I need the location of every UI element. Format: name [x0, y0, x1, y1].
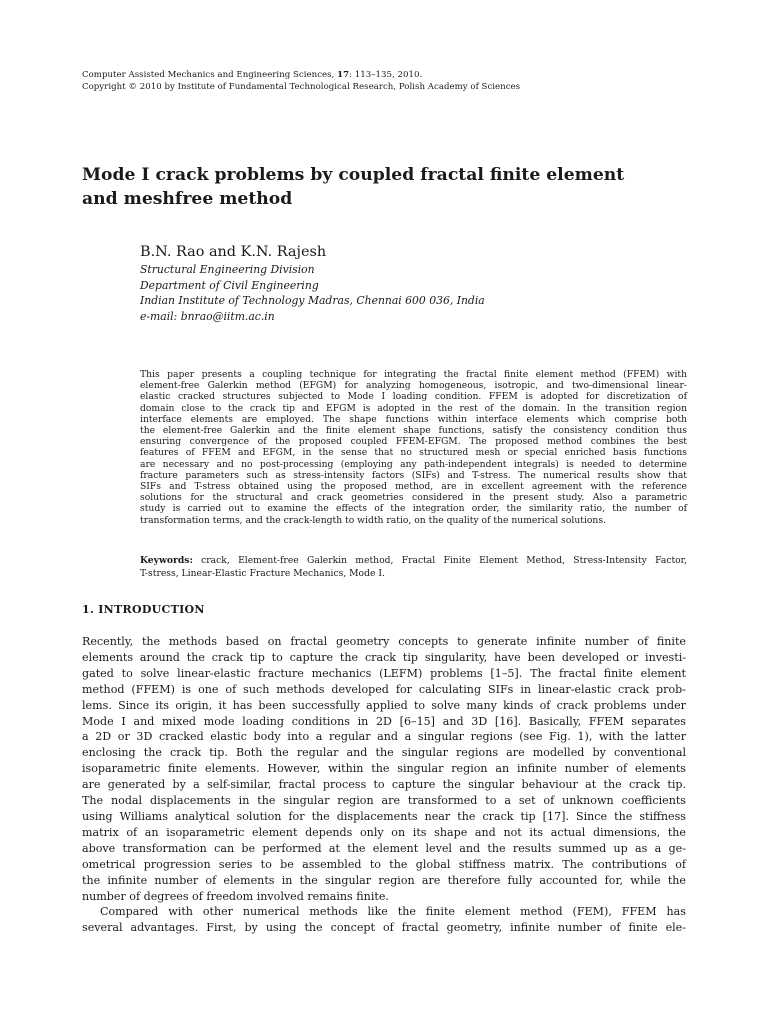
body-line: number of degrees of freedom involved remains finite.	[82, 889, 389, 903]
body-text	[82, 634, 686, 936]
journal-copyright: Copyright © 2010 by Institute of Fundamental Technological Research, Polish Academy of Sciences	[82, 81, 521, 92]
journal-citation: Computer Assisted Mechanics and Engineering Sciences, 17: 113–135, 2010.	[82, 70, 423, 80]
keywords	[140, 555, 687, 580]
affiliation-line: Department of Civil Engineering	[140, 278, 319, 292]
paper-title	[82, 163, 702, 211]
abstract-line: are necessary and no post-processing (employing any path-independent integrals) is needed to determine	[140, 458, 687, 470]
abstract-line: features of FFEM and EFGM, in the sense that no structured mesh or special enriched basis functions	[140, 447, 687, 459]
abstract-line: the element-free Galerkin and the finite element shape functions, satisfy the consistency condition thus	[140, 425, 687, 437]
body-line: method (FFEM) is one of such methods developed for calculating SIFs in linear-elastic crack prob-	[82, 682, 686, 696]
body-line: above transformation can be performed at the element level and the results summed up as a ge-	[82, 841, 686, 855]
body-line: using Williams analytical solution for the displacements near the crack tip [17]. Since the stiffness	[82, 809, 686, 823]
affiliation-line: Structural Engineering Division	[140, 263, 315, 276]
body-line: gated to solve linear-elastic fracture mechanics (LEFM) problems [1–5]. The fractal finite element	[82, 666, 686, 680]
journal-header	[82, 70, 702, 93]
body-line: Recently, the methods based on fractal geometry concepts to generate infinite number of finite	[82, 635, 686, 648]
paper-authors: B.N. Rao and K.N. Rajesh	[140, 244, 327, 260]
body-line: matrix of an isoparametric element depends only on its shape and not its actual dimensions, the	[82, 825, 686, 839]
body-line: are generated by a self-similar, fractal process to capture the singular behaviour at the crack tip.	[82, 778, 686, 792]
abstract-line: interface elements are employed. The shape functions within interface elements which comprise both	[140, 413, 687, 425]
body-line: The nodal displacements in the singular region are transformed to a set of unknown coefficients	[82, 794, 686, 808]
abstract-line: This paper presents a coupling technique for integrating the fractal finite element method (FFEM) with	[140, 369, 687, 380]
keywords-line: Keywords: crack, Element-free Galerkin method, Fractal Finite Element Method, Stress-Intensity Factor,	[140, 555, 687, 566]
body-line: elements around the crack tip to capture the crack tip singularity, have been developed or investi-	[82, 650, 686, 664]
abstract-line: SIFs and T-stress obtained using the proposed method, are in excellent agreement with the reference	[140, 481, 687, 493]
body-line: enclosing the crack tip. Both the regular and the singular regions are modelled by conventional	[82, 746, 686, 760]
section-heading: 1. INTRODUCTION	[82, 603, 205, 616]
abstract-line: ensuring convergence of the proposed coupled FFEM-EFGM. The proposed method combines the best	[140, 436, 687, 448]
title-line: Mode I crack problems by coupled fractal finite element	[82, 165, 625, 185]
keywords-label: Keywords:	[140, 555, 193, 566]
author-email: e-mail: bnrao@iitm.ac.in	[140, 309, 275, 323]
abstract-line: study is carried out to examine the effects of the integration order, the similarity ratio, the number of	[140, 503, 687, 515]
body-line: Mode I and mixed mode loading conditions in 2D [6–15] and 3D [16]. Basically, FFEM separates	[82, 714, 686, 728]
body-line: a 2D or 3D cracked elastic body into a regular and a singular regions (see Fig. 1), with the latter	[82, 730, 686, 744]
abstract	[140, 369, 687, 526]
body-line: isoparametric finite elements. However, within the singular region an infinite number of elements	[82, 762, 686, 776]
keywords-line: T-stress, Linear-Elastic Fracture Mechanics, Mode I.	[140, 567, 385, 579]
abstract-line: transformation terms, and the crack-length to width ratio, on the quality of the numerical solutions.	[140, 514, 606, 526]
affiliation-line: Indian Institute of Technology Madras, Chennai 600 036, India	[140, 294, 485, 307]
abstract-line: elastic cracked structures subjected to Mode I loading condition. FFEM is adopted for discretization of	[140, 391, 687, 403]
abstract-line: domain close to the crack tip and EFGM is adopted in the rest of the domain. In the transition region	[140, 402, 687, 414]
abstract-line: solutions for the structural and crack geometries considered in the present study. Also a parametric	[140, 492, 687, 504]
body-line: Compared with other numerical methods like the finite element method (FEM), FFEM has	[100, 905, 686, 919]
title-line: and meshfree method	[82, 189, 293, 209]
abstract-line: element-free Galerkin method (EFGM) for analyzing homogeneous, isotropic, and two-dimensional linear-	[140, 380, 687, 392]
journal-volume: 17	[337, 70, 350, 80]
author-affiliation	[140, 262, 700, 324]
abstract-line: fracture parameters such as stress-intensity factors (SIFs) and T-stress. The numerical results show that	[140, 469, 687, 481]
body-line: several advantages. First, by using the concept of fractal geometry, infinite number of finite ele-	[82, 921, 686, 935]
body-line: ometrical progression series to be assembled to the global stiffness matrix. The contributions of	[82, 857, 686, 871]
body-line: lems. Since its origin, it has been successfully applied to solve many kinds of crack problems under	[82, 698, 686, 712]
body-line: the infinite number of elements in the singular region are therefore fully accounted for, while the	[82, 873, 686, 887]
